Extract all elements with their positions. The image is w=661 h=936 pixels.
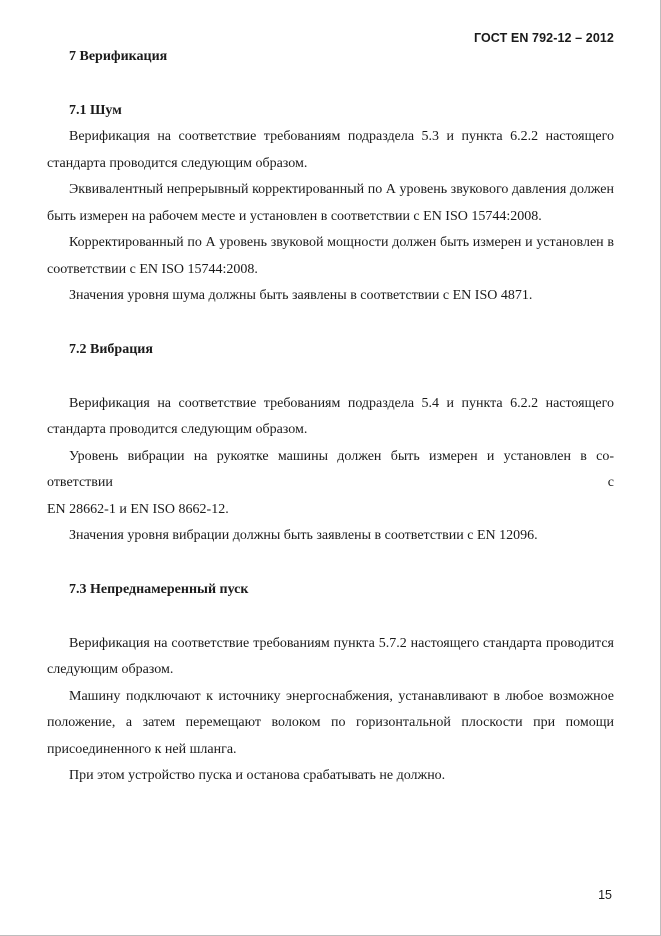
subsection-heading-unintended-start: 7.3 Непреднамеренный пуск — [69, 581, 249, 597]
unintended-start-paragraph-1: Верификация на соответствие требованиям пункта 5.7.2 настоящего стандарта проводится следующим образом. — [47, 635, 614, 677]
subsection-heading-vibration: 7.2 Вибрация — [69, 341, 153, 357]
page-number: 15 — [598, 888, 612, 902]
unintended-start-paragraph-3: При этом устройство пуска и останова срабатывать не должно. — [69, 768, 446, 783]
page-content — [47, 44, 614, 790]
noise-paragraph-4: Значения уровня шума должны быть заявлены в соответствии с EN ISO 4871. — [69, 288, 533, 303]
vibration-line-2-right: с — [607, 475, 614, 490]
vibration-paragraph-3: Значения уровня вибрации должны быть заявлены в соответствии с EN 12096. — [69, 528, 538, 543]
vibration-paragraph-2-line-1: Уровень вибрации на рукоятке машины должен быть измерен и установлен в со- — [69, 448, 614, 464]
vibration-paragraph-2-line-3: EN 28662-1 и EN ISO 8662-12. — [47, 501, 229, 517]
section-heading: 7 Верификация — [69, 49, 168, 64]
subsection-heading-noise: 7.1 Шум — [69, 103, 122, 118]
noise-paragraph-1: Верификация на соответствие требованиям подраздела 5.3 и пункта 6.2.2 настоящего стандарта проводится следующим образом. — [47, 129, 614, 171]
document-code-header: ГОСТ EN 792-12 – 2012 — [473, 31, 614, 45]
vibration-line-2-left: ответствии — [47, 475, 113, 490]
vibration-paragraph-2-line-2 — [47, 470, 614, 497]
vibration-paragraph-1: Верификация на соответствие требованиям подраздела 5.4 и пункта 6.2.2 настоящего стандарта проводится следующим образом. — [47, 395, 614, 437]
noise-paragraph-2: Эквивалентный непрерывный корректированный по А уровень звукового давления должен быть измерен на рабочем месте и установлен в соответствии с EN ISO 15744:2008. — [47, 182, 614, 224]
noise-paragraph-3: Корректированный по А уровень звуковой мощности должен быть измерен и установлен в соответствии с EN ISO 15744:2008. — [47, 235, 614, 277]
unintended-start-paragraph-2: Машину подключают к источнику энергоснабжения, устанавливают в любое возможное положение, а затем перемещают волоком по горизонтальной плоскости при помощи присоединенного к ней шланга. — [47, 688, 614, 757]
